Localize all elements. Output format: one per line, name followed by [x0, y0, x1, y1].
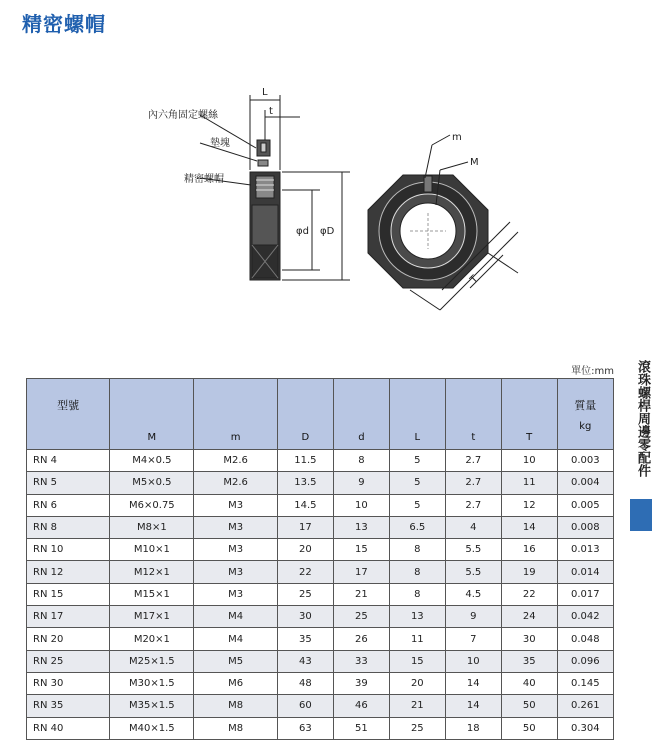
cell-L: 5: [389, 494, 445, 516]
cell-M: M25×1.5: [110, 650, 194, 672]
cell-model: RN 20: [27, 628, 110, 650]
cell-L: 20: [389, 672, 445, 694]
cell-model: RN 17: [27, 606, 110, 628]
cell-D: 60: [277, 695, 333, 717]
cell-M: M35×1.5: [110, 695, 194, 717]
col-header-M: M: [110, 379, 194, 450]
cell-D: 25: [277, 583, 333, 605]
cell-t: 14: [445, 695, 501, 717]
dim-L-label: L: [262, 87, 268, 98]
cell-m: M3: [194, 539, 277, 561]
cell-m: M3: [194, 583, 277, 605]
cell-D: 63: [277, 717, 333, 739]
mass-unit-label: kg: [579, 420, 592, 432]
cell-D: 30: [277, 606, 333, 628]
cell-M: M15×1: [110, 583, 194, 605]
cell-d: 9: [333, 472, 389, 494]
cell-d: 46: [333, 695, 389, 717]
dim-M-label: M: [470, 157, 479, 168]
cell-M: M4×0.5: [110, 450, 194, 472]
cell-D: 20: [277, 539, 333, 561]
cell-d: 13: [333, 516, 389, 538]
cell-t: 2.7: [445, 494, 501, 516]
cell-d: 51: [333, 717, 389, 739]
cell-M: M30×1.5: [110, 672, 194, 694]
cell-m: M4: [194, 628, 277, 650]
cell-D: 13.5: [277, 472, 333, 494]
unit-label: 單位:mm: [571, 366, 614, 377]
cell-m: M6: [194, 672, 277, 694]
table-row: [27, 606, 614, 628]
dim-D-label: φD: [320, 226, 335, 237]
cell-mass: 0.042: [557, 606, 613, 628]
cell-T: 10: [501, 450, 557, 472]
dim-m-label: m: [452, 132, 462, 143]
cell-model: RN 6: [27, 494, 110, 516]
cell-mass: 0.261: [557, 695, 613, 717]
cell-L: 21: [389, 695, 445, 717]
cell-mass: 0.017: [557, 583, 613, 605]
cell-M: M12×1: [110, 561, 194, 583]
cell-t: 9: [445, 606, 501, 628]
cell-D: 48: [277, 672, 333, 694]
cell-T: 24: [501, 606, 557, 628]
cell-D: 14.5: [277, 494, 333, 516]
side-category-label: 滾珠螺桿周邊零配件: [635, 360, 650, 477]
cell-M: M20×1: [110, 628, 194, 650]
cell-M: M5×0.5: [110, 472, 194, 494]
mass-header-label: 質量: [574, 398, 597, 412]
cell-M: M10×1: [110, 539, 194, 561]
cell-T: 40: [501, 672, 557, 694]
cell-M: M40×1.5: [110, 717, 194, 739]
cell-D: 17: [277, 516, 333, 538]
cell-T: 35: [501, 650, 557, 672]
cell-mass: 0.008: [557, 516, 613, 538]
cell-M: M8×1: [110, 516, 194, 538]
dim-t-label: t: [269, 106, 273, 117]
cell-mass: 0.003: [557, 450, 613, 472]
cell-d: 21: [333, 583, 389, 605]
cell-m: M2.6: [194, 472, 277, 494]
cell-t: 4: [445, 516, 501, 538]
cell-d: 39: [333, 672, 389, 694]
table-row: [27, 672, 614, 694]
cell-D: 35: [277, 628, 333, 650]
cell-t: 5.5: [445, 539, 501, 561]
set-screw-label: 內六角固定螺絲: [148, 110, 218, 121]
dim-T-label: T: [468, 273, 481, 286]
cell-d: 33: [333, 650, 389, 672]
nut-label: 精密螺帽: [184, 174, 224, 185]
cell-T: 22: [501, 583, 557, 605]
page-title: 精密螺帽: [22, 12, 106, 36]
cell-D: 22: [277, 561, 333, 583]
cell-m: M5: [194, 650, 277, 672]
cell-mass: 0.145: [557, 672, 613, 694]
col-header-d: d: [333, 379, 389, 450]
pad-label: 墊塊: [210, 138, 230, 149]
dim-d-label: φd: [296, 226, 309, 237]
col-header-model: 型號: [27, 379, 110, 450]
cell-T: 50: [501, 717, 557, 739]
cell-L: 8: [389, 561, 445, 583]
cell-mass: 0.004: [557, 472, 613, 494]
cell-t: 4.5: [445, 583, 501, 605]
table-row: [27, 561, 614, 583]
cell-mass: 0.048: [557, 628, 613, 650]
cell-L: 5: [389, 450, 445, 472]
cell-model: RN 25: [27, 650, 110, 672]
spec-table: [26, 378, 614, 740]
table-row: [27, 450, 614, 472]
cell-model: RN 4: [27, 450, 110, 472]
cell-mass: 0.005: [557, 494, 613, 516]
cell-L: 11: [389, 628, 445, 650]
cell-d: 26: [333, 628, 389, 650]
cell-model: RN 10: [27, 539, 110, 561]
cell-mass: 0.013: [557, 539, 613, 561]
cell-model: RN 40: [27, 717, 110, 739]
cell-model: RN 15: [27, 583, 110, 605]
cell-T: 30: [501, 628, 557, 650]
cell-T: 50: [501, 695, 557, 717]
table-row: [27, 516, 614, 538]
cell-L: 8: [389, 583, 445, 605]
cell-t: 18: [445, 717, 501, 739]
cell-model: RN 35: [27, 695, 110, 717]
cell-L: 25: [389, 717, 445, 739]
table-row: [27, 539, 614, 561]
cell-t: 2.7: [445, 450, 501, 472]
table-row: [27, 628, 614, 650]
cell-d: 10: [333, 494, 389, 516]
cell-d: 17: [333, 561, 389, 583]
cell-mass: 0.304: [557, 717, 613, 739]
table-row: [27, 650, 614, 672]
cell-t: 7: [445, 628, 501, 650]
cell-M: M17×1: [110, 606, 194, 628]
nut-technical-drawing: [0, 70, 560, 330]
table-row: [27, 717, 614, 739]
cell-L: 15: [389, 650, 445, 672]
col-header-D: D: [277, 379, 333, 450]
cell-T: 12: [501, 494, 557, 516]
cell-T: 19: [501, 561, 557, 583]
cell-T: 11: [501, 472, 557, 494]
cell-t: 5.5: [445, 561, 501, 583]
table-row: [27, 472, 614, 494]
table-row: [27, 695, 614, 717]
cell-L: 8: [389, 539, 445, 561]
cell-model: RN 5: [27, 472, 110, 494]
cell-d: 25: [333, 606, 389, 628]
col-header-mass: [557, 379, 613, 450]
cell-D: 11.5: [277, 450, 333, 472]
cell-model: RN 8: [27, 516, 110, 538]
cell-m: M4: [194, 606, 277, 628]
cell-L: 13: [389, 606, 445, 628]
col-header-t: t: [445, 379, 501, 450]
cell-t: 10: [445, 650, 501, 672]
cell-d: 15: [333, 539, 389, 561]
cell-T: 16: [501, 539, 557, 561]
cell-t: 2.7: [445, 472, 501, 494]
cell-m: M3: [194, 494, 277, 516]
cell-model: RN 12: [27, 561, 110, 583]
cell-D: 43: [277, 650, 333, 672]
cell-L: 5: [389, 472, 445, 494]
cell-m: M8: [194, 695, 277, 717]
table-header-row: [27, 379, 614, 450]
cell-m: M3: [194, 516, 277, 538]
cell-model: RN 30: [27, 672, 110, 694]
col-header-m: m: [194, 379, 277, 450]
cell-d: 8: [333, 450, 389, 472]
col-header-L: L: [389, 379, 445, 450]
cell-mass: 0.014: [557, 561, 613, 583]
cell-M: M6×0.75: [110, 494, 194, 516]
cell-T: 14: [501, 516, 557, 538]
table-row: [27, 494, 614, 516]
cell-mass: 0.096: [557, 650, 613, 672]
col-header-T: T: [501, 379, 557, 450]
side-category-tab[interactable]: [630, 499, 652, 531]
cell-L: 6.5: [389, 516, 445, 538]
table-row: [27, 583, 614, 605]
cell-t: 14: [445, 672, 501, 694]
cell-m: M2.6: [194, 450, 277, 472]
cell-m: M8: [194, 717, 277, 739]
cell-m: M3: [194, 561, 277, 583]
